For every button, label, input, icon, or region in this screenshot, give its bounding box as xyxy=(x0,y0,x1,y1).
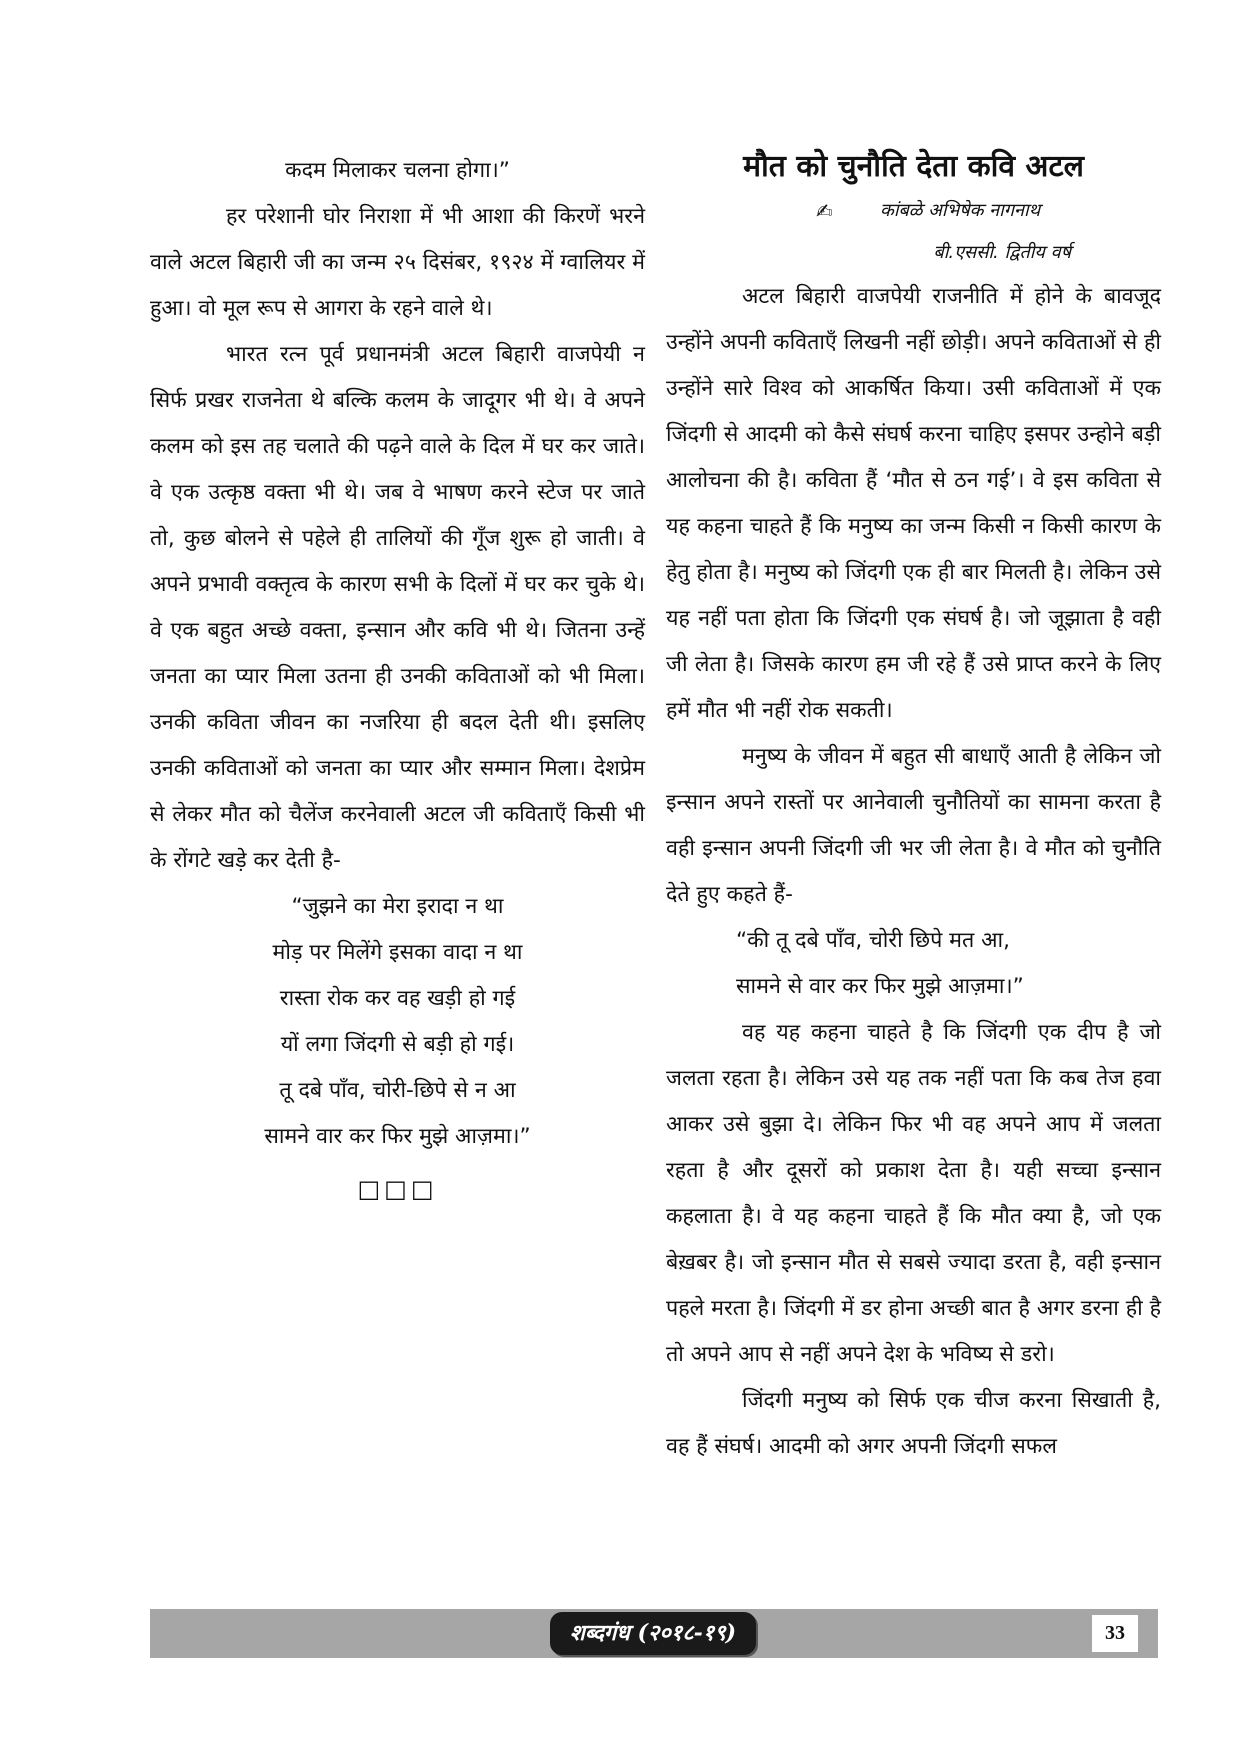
poem-line: तू दबे पाँव, चोरी-छिपे से न आ xyxy=(279,1078,516,1103)
poem-line: यों लगा जिंदगी से बड़ी हो गई। xyxy=(280,1032,515,1057)
paragraph-lamp: वह यह कहना चाहते है कि जिंदगी एक दीप है जो जलता रहता है। लेकिन उसे यह तक नहीं पता कि कब तेज हवा आकर उसे बुझा दे। लेकिन फिर भी वह अपने आप में जलता रहता है और दूसरों को प्रकाश देता है। यही सच्चा इन्सान कहलाता है। वे यह कहना चाहते हैं कि मौत क्या है, जो एक बेख़बर है। जो इन्सान मौत से सबसे ज्यादा डरता है, वही इन्सान पहले मरता है। जिंदगी में डर होना अच्छी बात है अगर डरना ही है तो अपने आप से नहीं अपने देश के भविष्य से डरो। xyxy=(666,1020,1161,1367)
paragraph-intro: अटल बिहारी वाजपेयी राजनीति में होने के बावजूद उन्होंने अपनी कविताएँ लिखनी नहीं छोड़ी। अपने कविताओं से ही उन्होंने सारे विश्व को आकर्षित किया। उसी कविताओं में एक जिंदगी से आदमी को कैसे संघर्ष करना चाहिए इसपर उन्होने बड़ी आलोचना की है। कविता हैं ‘मौत से ठन गई’। वे इस कविता से यह कहना चाहते हैं कि मनुष्य का जन्म किसी न किसी कारण के हेतु होता है। मनुष्य को जिंदगी एक ही बार मिलती है। लेकिन उसे यह नहीं पता होता कि जिंदगी एक संघर्ष है। जो जूझाता है वही जी लेता है। जिसके कारण हम जी रहे हैं उसे प्राप्त करने के लिए हमें मौत भी नहीं रोक सकती। xyxy=(666,284,1161,723)
poem-line: सामने वार कर फिर मुझे आज़मा।” xyxy=(264,1124,531,1149)
journal-name-badge: शब्दगंध (२०१८-१९) xyxy=(550,1612,756,1655)
poem-block xyxy=(150,884,645,1160)
page-number: 33 xyxy=(1092,1615,1138,1652)
poem-line: सामने से वार कर फिर मुझे आज़मा।” xyxy=(736,974,1024,999)
right-column xyxy=(666,144,1161,1470)
paragraph-bharat-ratna: भारत रत्न पूर्व प्रधानमंत्री अटल बिहारी वाजपेयी न सिर्फ प्रखर राजनेता थे बल्कि कलम के जादूगर भी थे। वे अपने कलम को इस तह चलाते की पढ़ने वाले के दिल में घर कर जाते। वे एक उत्कृष्ठ वक्ता भी थे। जब वे भाषण करने स्टेज पर जाते तो, कुछ बोलने से पहेले ही तालियों की गूँज शुरू हो जाती। वे अपने प्रभावी वक्तृत्व के कारण सभी के दिलों में घर कर चुके थे। वे एक बहुत अच्छे वक्ता, इन्सान और कवि भी थे। जितना उन्हें जनता का प्यार मिला उतना ही उनकी कविताओं को भी मिला। उनकी कविता जीवन का नजरिया ही बदल देती थी। इसलिए उनकी कविताओं को जनता का प्यार और सम्मान मिला। देशप्रेम से लेकर मौत को चैलेंज करनेवाली अटल जी कविताएँ किसी भी के रोंगटे खड़े कर देती है- xyxy=(150,342,645,873)
paragraph-challenges: मनुष्य के जीवन में बहुत सी बाधाएँ आती है लेकिन जो इन्सान अपने रास्तों पर आनेवाली चुनौतियों का सामना करता है वही इन्सान अपनी जिंदगी जी भर जी लेता है। वे मौत को चुनौति देते हुए कहते हैं- xyxy=(666,744,1161,907)
author-course: बी.एससी. द्वितीय वर्ष xyxy=(933,242,1071,263)
author-name: कांबळे अभिषेक नागनाथ xyxy=(880,200,1041,221)
poem-line: “जुझने का मेरा इरादा न था xyxy=(291,894,504,919)
poem-line: रास्ता रोक कर वह खड़ी हो गई xyxy=(279,986,516,1011)
end-marker: □□□ xyxy=(357,1175,438,1203)
pen-icon: ✍ xyxy=(816,199,833,223)
poem-block xyxy=(666,918,1161,1010)
paragraph-birth-details: हर परेशानी घोर निराशा में भी आशा की किरणें भरने वाले अटल बिहारी जी का जन्म २५ दिसंबर, १९२४ में ग्वालियर में हुआ। वो मूल रूप से आगरा के रहने वाले थे। xyxy=(150,204,645,321)
author-line xyxy=(666,190,1161,232)
article-title: मौत को चुनौति देता कवि अटल xyxy=(743,149,1084,184)
left-column xyxy=(150,148,645,1212)
continued-poem-line: कदम मिलाकर चलना होगा।” xyxy=(285,158,510,183)
paragraph-struggle: जिंदगी मनुष्य को सिर्फ एक चीज करना सिखाती है, वह हैं संघर्ष। आदमी को अगर अपनी जिंदगी सफल xyxy=(666,1388,1161,1459)
poem-line: “की तू दबे पाँव, चोरी छिपे मत आ, xyxy=(736,928,1010,953)
poem-line: मोड़ पर मिलेंगे इसका वादा न था xyxy=(272,940,523,965)
